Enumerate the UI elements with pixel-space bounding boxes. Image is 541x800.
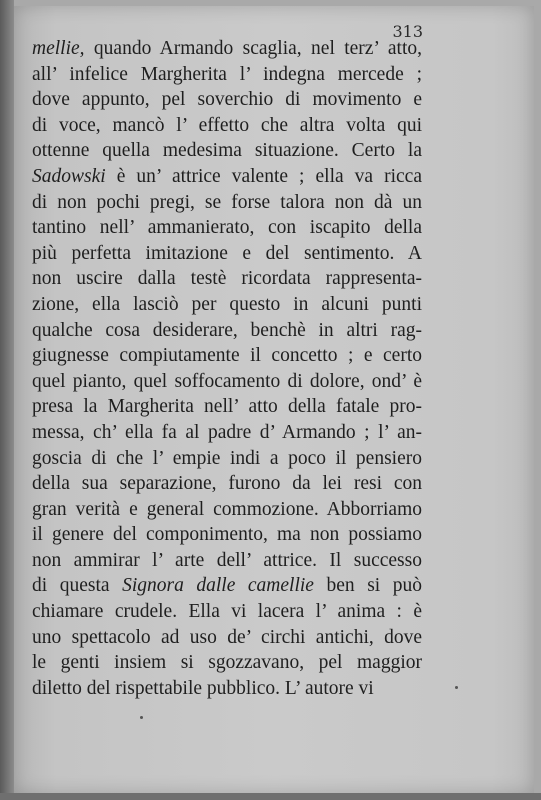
text-run: ben si può bbox=[313, 575, 423, 597]
text-run: messa, ch’ ella fa al padre d’ Armando ; l’ an- bbox=[32, 421, 422, 443]
text-line bbox=[32, 650, 422, 676]
text-run: dove appunto, pel soverchio di movimento e bbox=[32, 89, 422, 111]
italic-text: Signora dalle camellie bbox=[122, 575, 314, 597]
text-line bbox=[32, 548, 422, 574]
text-run: presa la Margherita nell’ atto della fatale pro- bbox=[32, 396, 422, 418]
text-run: all’ infelice Margherita l’ indegna mercede ; bbox=[32, 63, 422, 85]
text-line bbox=[32, 599, 422, 625]
page-number: 313 bbox=[392, 22, 423, 41]
text-run: giugnesse compiutamente il concetto ; e certo bbox=[32, 345, 422, 367]
text-run: non uscire dalla testè ricordata rappresenta- bbox=[32, 268, 422, 290]
text-run: il genere del componimento, ma non possiamo bbox=[32, 524, 422, 546]
text-run: diletto del rispettabile pubblico. L’ autore vi bbox=[32, 677, 374, 699]
text-line bbox=[32, 266, 422, 292]
text-run: chiamare crudele. Ella vi lacera l’ anima : è bbox=[32, 601, 422, 623]
text-line bbox=[32, 471, 422, 497]
text-line bbox=[32, 420, 422, 446]
text-line bbox=[32, 625, 422, 651]
text-run: gran verità e general commozione. Abborriamo bbox=[32, 498, 422, 520]
text-line bbox=[32, 113, 422, 139]
text-run: uno spettacolo ad uso de’ circhi antichi, dove bbox=[32, 626, 422, 648]
text-run: di questa bbox=[32, 575, 123, 597]
text-line bbox=[32, 87, 422, 113]
text-line bbox=[32, 190, 422, 216]
book-edge-left bbox=[0, 0, 14, 800]
text-line bbox=[32, 241, 422, 267]
speck bbox=[140, 716, 143, 719]
text-line bbox=[32, 138, 422, 164]
text-run: della sua separazione, furono da lei resi con bbox=[32, 473, 422, 495]
italic-text: mellie, bbox=[32, 38, 85, 59]
text-line bbox=[32, 497, 422, 523]
text-line bbox=[32, 573, 422, 599]
text-line bbox=[32, 62, 422, 88]
text-run: tantino nell’ ammanierato, con iscapito della bbox=[32, 217, 422, 239]
text-run: ottenne quella medesima situazione. Certo la bbox=[32, 140, 422, 162]
text-line bbox=[32, 164, 422, 190]
italic-text: Sadowski bbox=[32, 165, 106, 187]
body-text bbox=[32, 36, 422, 701]
text-run: è un’ attrice valente ; ella va ricca bbox=[105, 165, 422, 187]
text-run: le genti insiem si sgozzavano, pel maggior bbox=[32, 652, 422, 674]
speck bbox=[455, 686, 458, 689]
text-run: più perfetta imitazione e del sentimento. A bbox=[32, 242, 422, 264]
text-run: goscia di che l’ empie indi a poco il pensiero bbox=[32, 447, 422, 469]
text-run: quel pianto, quel soffocamento di dolore, ond’ è bbox=[32, 370, 422, 392]
text-line bbox=[32, 369, 422, 395]
text-line bbox=[32, 676, 422, 702]
text-line bbox=[32, 318, 422, 344]
text-line bbox=[32, 446, 422, 472]
text-run: non ammirar l’ arte dell’ attrice. Il successo bbox=[32, 549, 422, 571]
text-line bbox=[32, 292, 422, 318]
text-run: qualche cosa desiderare, benchè in altri rag- bbox=[32, 319, 422, 341]
text-line bbox=[32, 215, 422, 241]
text-line bbox=[32, 36, 422, 62]
text-line bbox=[32, 522, 422, 548]
text-line bbox=[32, 394, 422, 420]
text-run: zione, ella lasciò per questo in alcuni punti bbox=[32, 293, 422, 315]
text-run: di voce, mancò l’ effetto che altra volta qui bbox=[32, 114, 422, 136]
text-run: quando Armando scaglia, nel terz’ atto, bbox=[84, 38, 422, 59]
text-line bbox=[32, 343, 422, 369]
book-edge-bottom bbox=[0, 793, 541, 800]
text-run: di non pochi pregi, se forse talora non dà un bbox=[32, 191, 422, 213]
